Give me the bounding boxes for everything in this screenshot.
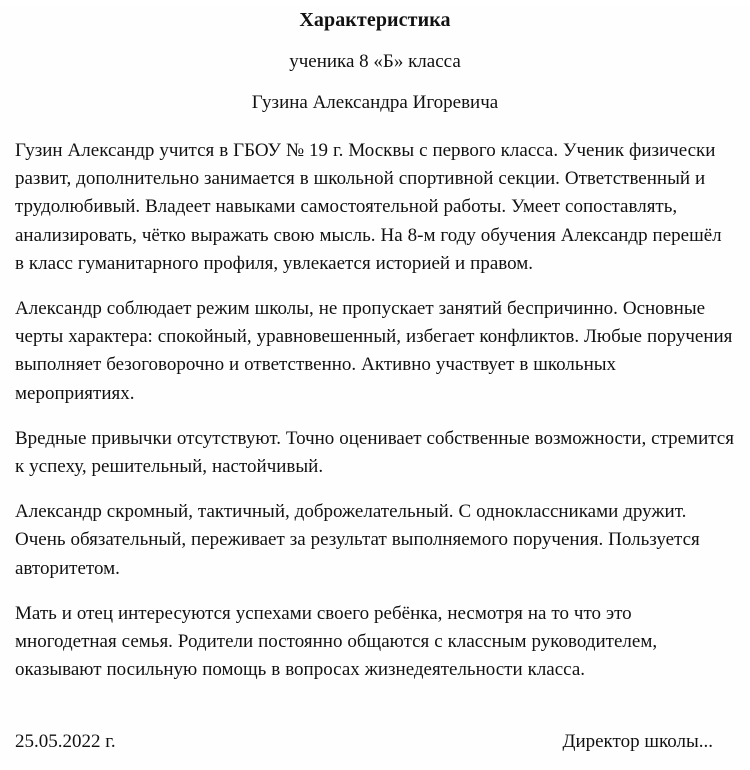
body-paragraph: Александр соблюдает режим школы, не пропускает занятий беспричинно. Основные черты характера: спокойный, уравновешенный, избегает конфликтов. Любые поручения выполняет безоговорочно и ответственно. Активно участвует в школьных мероприятиях. <box>15 298 733 404</box>
body-paragraph: Вредные привычки отсутствуют. Точно оценивает собственные возможности, стремится к успеху, решительный, настойчивый. <box>15 427 734 478</box>
document-footer <box>15 728 735 756</box>
page-title: Характеристика <box>299 9 451 31</box>
body-paragraph: Александр скромный, тактичный, доброжелательный. С одноклассниками дружит. Очень обязательный, переживает за результат выполняемого поручения. Пользуется авторитетом. <box>15 501 700 579</box>
document-subtitle-student-name: Гузина Александра Игоревича <box>251 92 499 113</box>
document-body <box>15 137 735 684</box>
document-signature-line: Директор школы... <box>562 731 713 752</box>
body-paragraph: Мать и отец интересуются успехами своего ребёнка, несмотря на то что это многодетная семья. Родители постоянно общаются с классным руководителем, оказывают посильную помощь в вопросах жизнедеятельности класса. <box>15 602 658 681</box>
document-date: 25.05.2022 г. <box>15 731 116 752</box>
document-page <box>0 6 750 770</box>
document-subtitle-class: ученика 8 «Б» класса <box>289 51 461 72</box>
body-paragraph: Гузин Александр учится в ГБОУ № 19 г. Москвы с первого класса. Ученик физически развит, дополнительно занимается в школьной спортивной секции. Ответственный и трудолюбивый. Владеет навыками самостоятельной работы. Умеет сопоставлять, анализировать, чётко выражать свою мысль. На 8-м году обучения Александр перешёл в класс гуманитарного профиля, увлекается историей и правом. <box>15 140 722 274</box>
